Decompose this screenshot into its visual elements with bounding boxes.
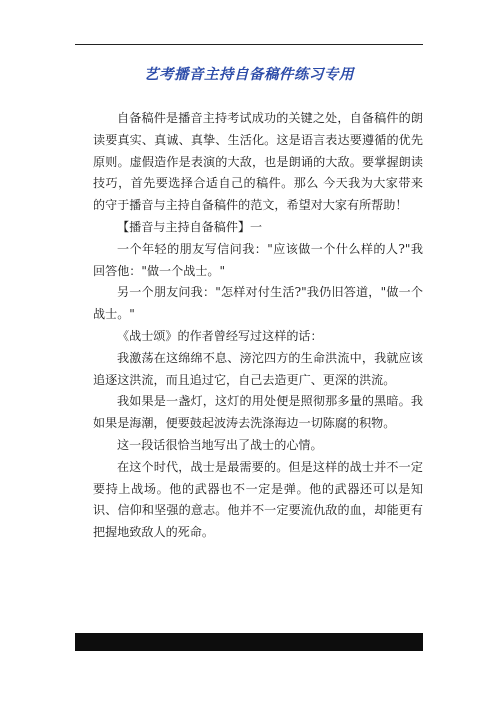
paragraph: 在这个时代，战士是最需要的。但是这样的战士并不一定要持上战场。他的武器也不一定是弹。他的武器还可以是知识、信仰和坚强的意志。他并不一定要流仇敌的血，却能更有把握地致敌人的死命。 [93, 459, 423, 540]
header-rule [75, 44, 423, 45]
document-title: 艺考播音主持自备稿件练习专用 [144, 66, 354, 83]
document-body [93, 108, 423, 544]
paragraph: 我激荡在这绵绵不息、滂沱四方的生命洪流中，我就应该追逐这洪流，而且追过它，自己去造更广、更深的洪流。 [93, 350, 423, 387]
paragraph: 另一个朋友问我："怎样对付生活?"我仍旧答道，"做一个战士。" [93, 285, 423, 322]
paragraph-section-heading: 【播音与主持自备稿件】一 [117, 219, 263, 234]
page-number-label: 第 页码 页 / 总页数 总页数 页 [165, 654, 341, 666]
paragraph: 我如果是一盏灯，这灯的用处便是照彻那多量的黑暗。我如果是海潮，便要鼓起波涛去洗涤海边一切陈腐的积物。 [93, 394, 423, 431]
page-footer [75, 633, 423, 666]
paragraph: 《战士颂》的作者曾经写过这样的话： [117, 328, 323, 343]
paragraph: 这一段话很恰当地写出了战士的心情。 [117, 437, 323, 452]
paragraph-intro: 自备稿件是播音主持考试成功的关键之处，自备稿件的朗读要真实、真诚、真挚、生活化。这是语言表达要遵循的优先原则。虚假造作是表演的大敌，也是朗诵的大敌。要掌握朗读技巧，首先要选择合适自己的稿件。那么 今天我为大家带来的守于播音与主持自备稿件的范文，希望对大家有所帮助！ [93, 111, 423, 213]
paragraph: 一个年轻的朋友写信问我："应该做一个什么样的人?"我回答他："做一个战士。" [93, 241, 423, 278]
